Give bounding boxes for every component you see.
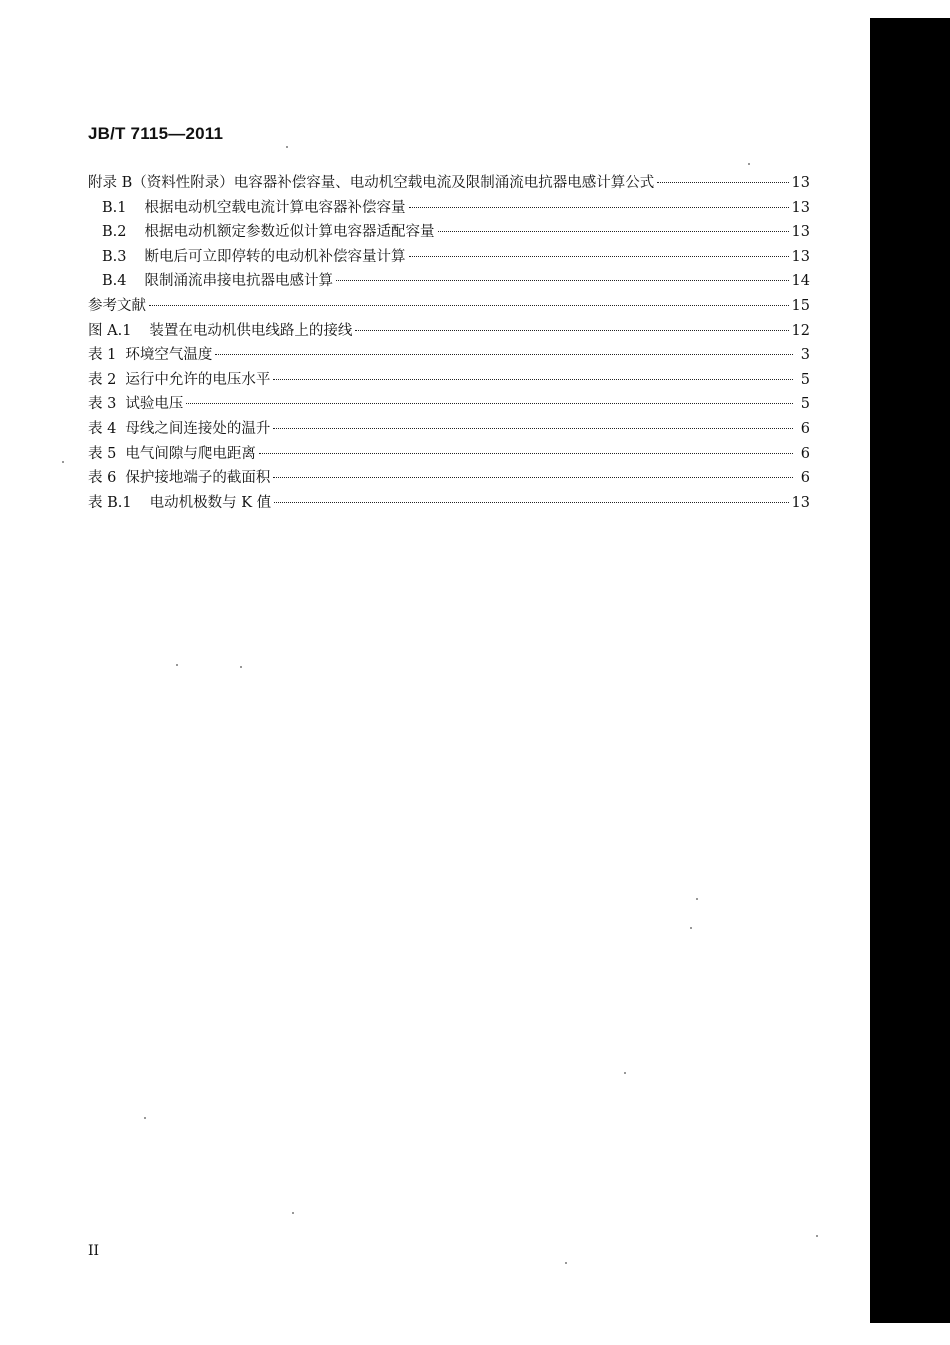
toc-entry[interactable] — [88, 392, 810, 417]
toc-entry-title: 电气间隙与爬电距离 — [125, 445, 256, 462]
toc-entry[interactable] — [88, 196, 810, 221]
toc-entry-number: B.4 — [102, 273, 127, 290]
scan-speck — [816, 1235, 818, 1237]
toc-entry[interactable] — [88, 442, 810, 467]
toc-leader-dots — [336, 280, 789, 281]
scan-speck — [690, 927, 692, 929]
toc-entry-number: 表 1 — [88, 347, 117, 364]
scan-speck — [292, 1212, 294, 1214]
toc-entry-page: 5 — [800, 396, 810, 413]
toc-entry[interactable] — [88, 319, 810, 344]
toc-entry-title: 保护接地端子的截面积 — [125, 470, 271, 487]
toc-leader-dots — [259, 453, 793, 454]
page-number: II — [88, 1243, 100, 1259]
toc-entry-page: 13 — [791, 224, 810, 241]
toc-entry[interactable] — [88, 269, 810, 294]
toc-entry-title: 电动机极数与 K 值 — [149, 494, 272, 511]
toc-entry-title: 母线之间连接处的温升 — [125, 420, 271, 437]
toc-entry-page: 15 — [791, 297, 810, 314]
toc-entry-number: 表 4 — [88, 420, 117, 437]
toc-entry-title: 运行中允许的电压水平 — [125, 371, 271, 388]
toc-entry-title: 试验电压 — [125, 396, 184, 413]
toc-entry-page: 5 — [800, 371, 810, 388]
scan-speck — [624, 1072, 626, 1074]
toc-entry-number: 附录 B — [88, 175, 133, 191]
toc-entry-page: 6 — [800, 470, 810, 487]
toc-entry-page: 14 — [791, 273, 810, 290]
toc-entry-number: 表 B.1 — [88, 494, 132, 511]
toc-leader-dots — [657, 182, 788, 183]
toc-entry-title: （资料性附录）电容器补偿容量、电动机空载电流及限制涌流电抗器电感计算公式 — [132, 175, 655, 191]
toc-leader-dots — [273, 428, 793, 429]
toc-entry-page: 13 — [791, 199, 810, 216]
scan-speck — [696, 898, 698, 900]
scan-speck — [240, 666, 242, 668]
toc-entry[interactable] — [88, 245, 810, 270]
toc-entry-number: 表 6 — [88, 470, 117, 487]
toc-leader-dots — [273, 477, 793, 478]
toc-entry-title: 限制涌流串接电抗器电感计算 — [144, 273, 333, 290]
scan-speck — [176, 664, 178, 666]
toc-entry-number: B.1 — [102, 199, 127, 216]
toc-entry-title: 参考文献 — [88, 297, 146, 314]
toc-entry-number: 表 5 — [88, 445, 117, 462]
toc-entry-title: 根据电动机空载电流计算电容器补偿容量 — [144, 199, 406, 216]
toc-leader-dots — [409, 207, 789, 208]
standard-number-header: JB/T 7115—2011 — [88, 124, 224, 143]
toc-entry-number: 表 2 — [88, 371, 117, 388]
toc-entry[interactable] — [88, 343, 810, 368]
toc-leader-dots — [215, 354, 793, 355]
toc-entry-page: 13 — [791, 175, 810, 191]
toc-leader-dots — [273, 379, 793, 380]
toc-entry[interactable] — [88, 466, 810, 491]
toc-entry[interactable] — [88, 491, 810, 516]
toc-entry-title: 环境空气温度 — [125, 347, 213, 364]
toc-entry-title: 断电后可立即停转的电动机补偿容量计算 — [144, 248, 406, 265]
toc-leader-dots — [355, 330, 788, 331]
toc-entry[interactable] — [88, 417, 810, 442]
scan-edge-bar — [870, 18, 950, 1323]
toc-entry-page: 3 — [800, 347, 810, 364]
toc-leader-dots — [438, 231, 789, 232]
scan-speck — [748, 163, 750, 165]
toc-entry-page: 13 — [791, 248, 810, 265]
toc-entry-page: 6 — [800, 420, 810, 437]
toc-entry-title: 装置在电动机供电线路上的接线 — [149, 322, 353, 339]
scan-speck — [565, 1262, 567, 1264]
toc-entry[interactable] — [88, 368, 810, 393]
toc-entry-number: B.2 — [102, 224, 127, 241]
toc-entry[interactable] — [88, 294, 810, 319]
toc-entry-page: 13 — [791, 494, 810, 511]
toc-entry-page: 6 — [800, 445, 810, 462]
toc-leader-dots — [409, 256, 789, 257]
scan-speck — [144, 1117, 146, 1119]
toc-leader-dots — [149, 305, 789, 306]
scan-speck — [286, 146, 288, 148]
toc-entry[interactable] — [88, 220, 810, 245]
toc-leader-dots — [186, 403, 793, 404]
toc-entry-page: 12 — [791, 322, 810, 339]
toc-entry-number: B.3 — [102, 248, 127, 265]
scan-speck — [62, 461, 64, 463]
toc-leader-dots — [274, 502, 788, 503]
toc-entry[interactable] — [88, 171, 810, 196]
toc-entry-number: 表 3 — [88, 396, 117, 413]
table-of-contents — [88, 171, 810, 515]
toc-entry-title: 根据电动机额定参数近似计算电容器适配容量 — [144, 224, 435, 241]
toc-entry-number: 图 A.1 — [88, 322, 132, 339]
